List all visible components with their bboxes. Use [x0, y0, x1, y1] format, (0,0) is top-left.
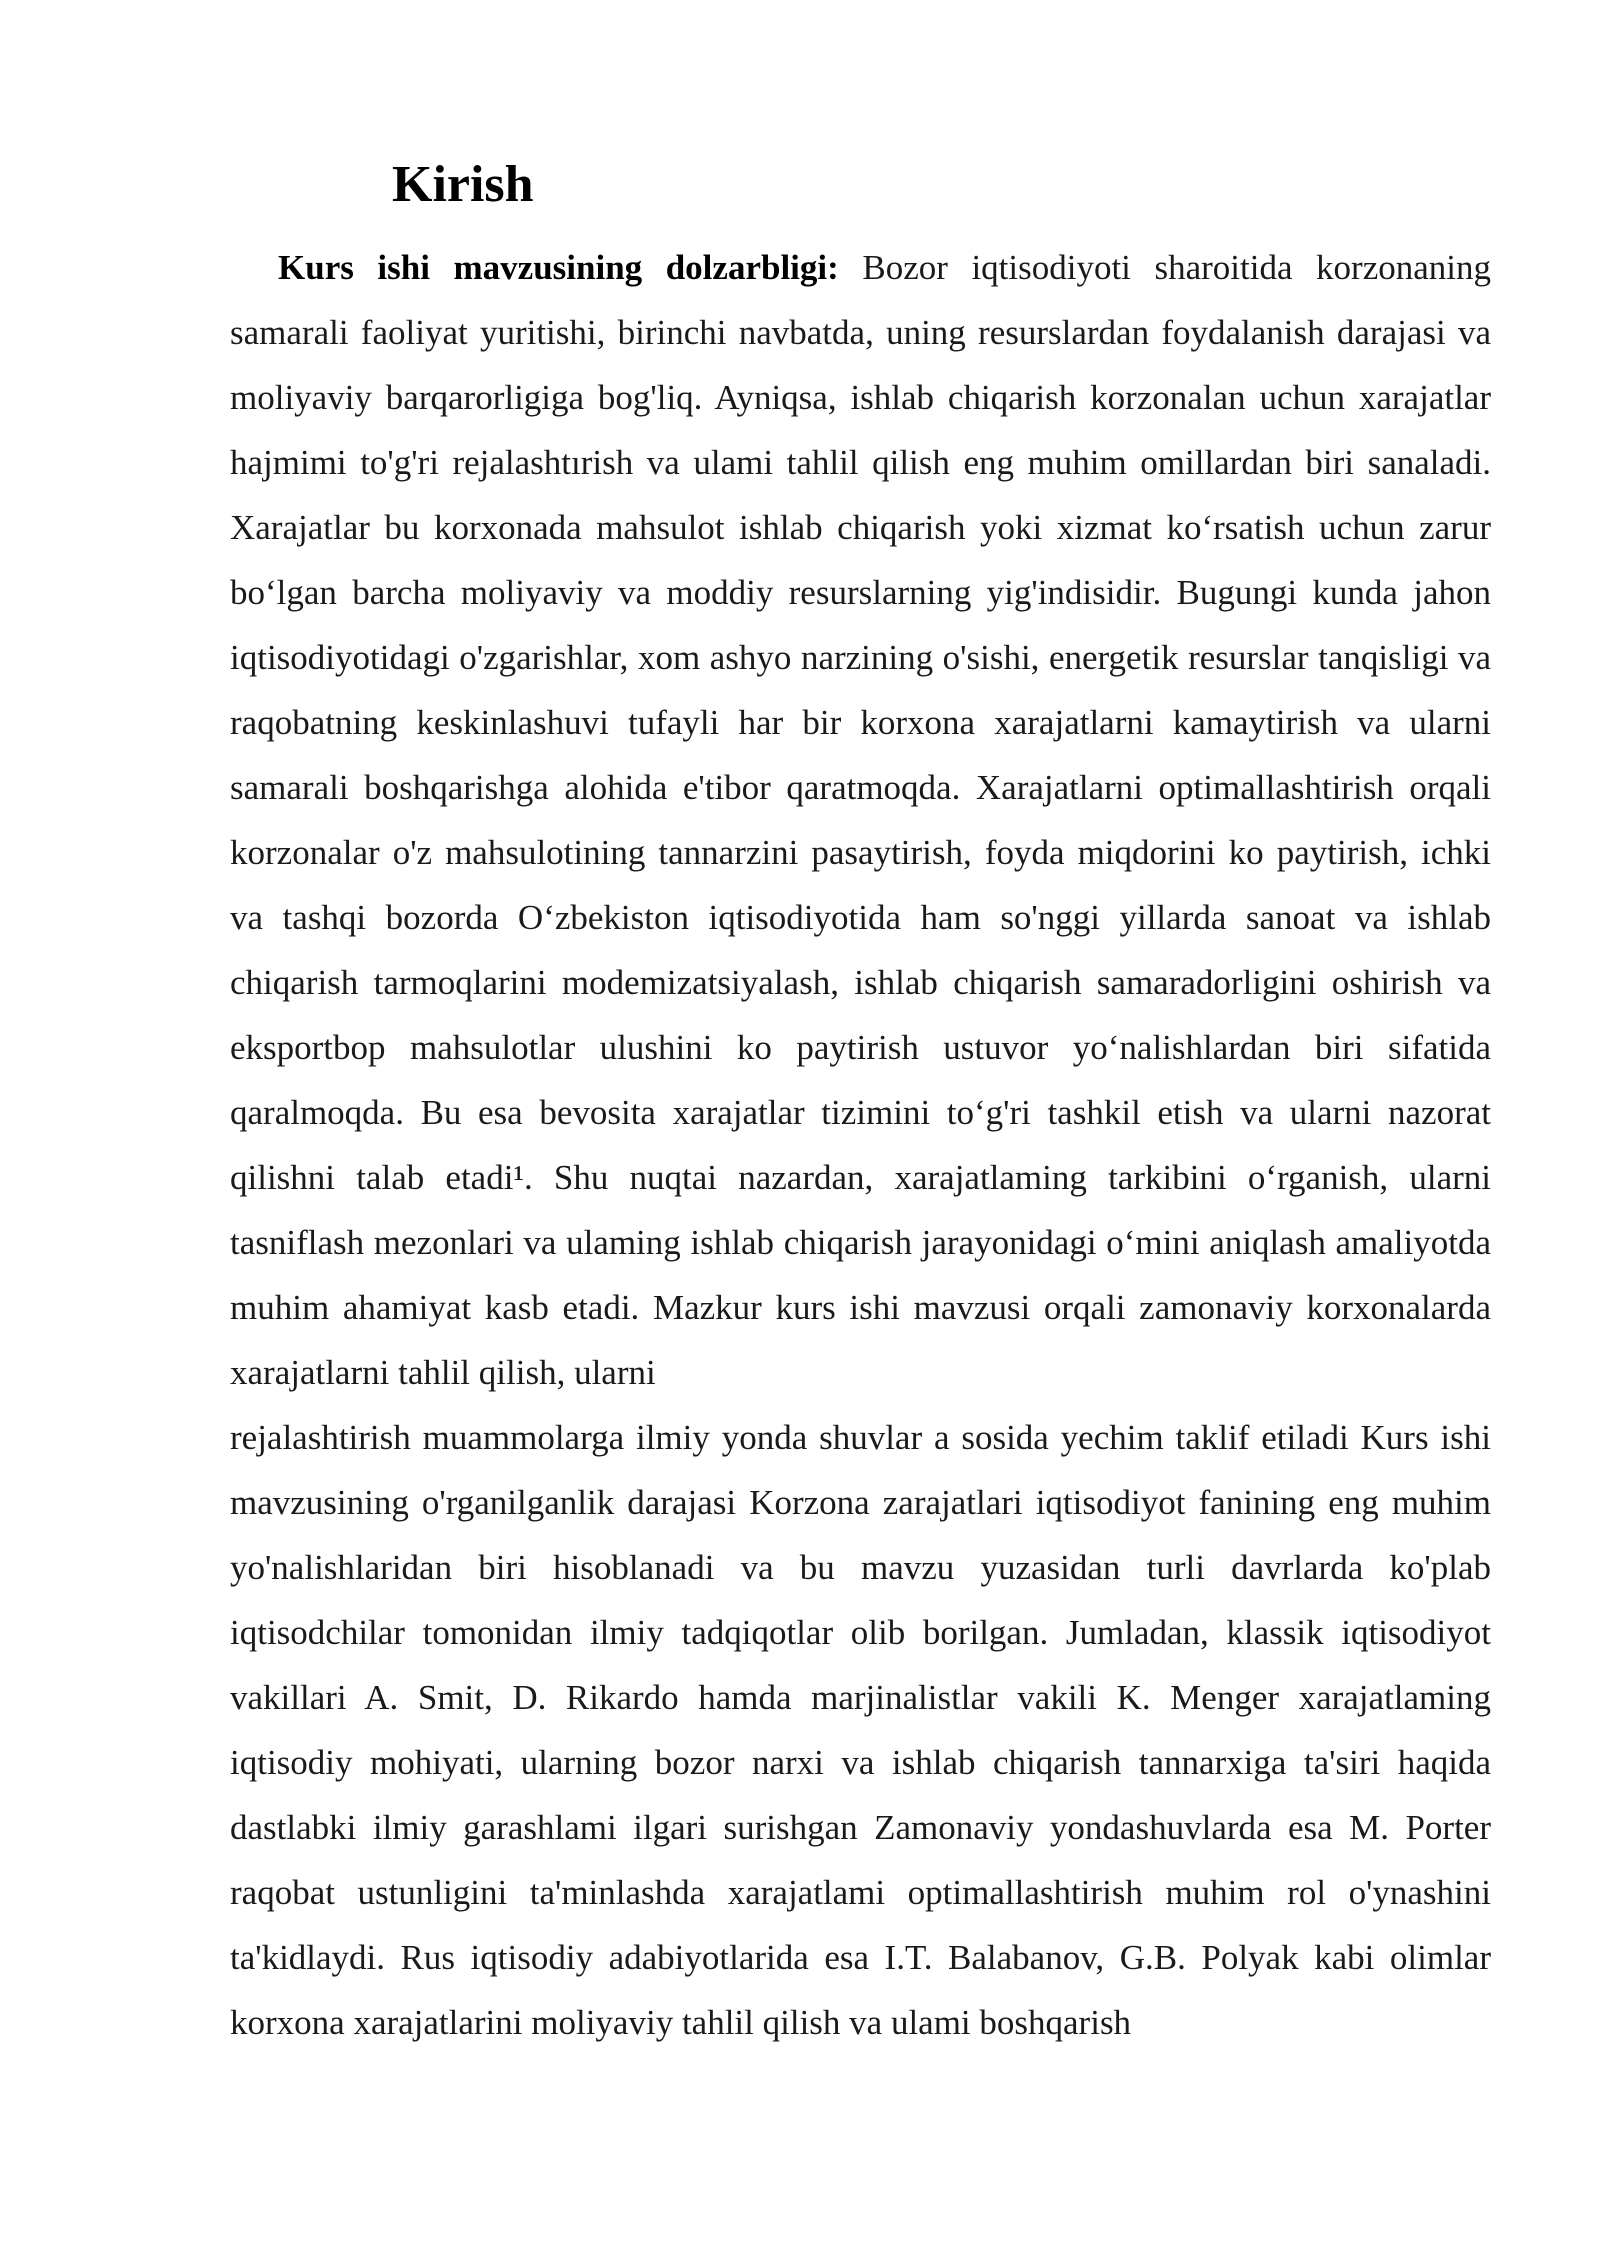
paragraph-text: Bozor iqtisodiyoti sharoitida korzonaning samarali faoliyat yuritishi, birinchi navbatda, uning resurslardan foydalanish darajasi va moliyaviy barqarorligiga bog'liq. Ayniqsa, ishlab chiqarish korzonalan uchun xarajatlar hajmimi to'g'ri rejalashtırish va ulami tahlil qilish eng muhim omillardan biri sanaladi. Xarajatlar bu korxonada mahsulot ishlab chiqarish yoki xizmat ko‘rsatish uchun zarur bo‘lgan barcha moliyaviy va moddiy resurslarning yig'indisidir. Bugungi kunda jahon iqtisodiyotidagi o'zgarishlar, xom ashyo narzining o'sishi, energetik resurslar tanqisligi va raqobatning keskinlashuvi tufayli har bir korxona xarajatlarni kamaytirish va ularni samarali boshqarishga alohida e'tibor qaratmoqda. Xarajatlarni optimallashtirish orqali korzonalar o'z mahsulotining tannarzini pasaytirish, foyda miqdorini ko paytirish, ichki va tashqi bozorda O‘zbekiston iqtisodiyotida ham so'nggi yillarda sanoat va ishlab chiqarish tarmoqlarini modemizatsiyalash, ishlab chiqarish samaradorligini oshirish va eksportbop mahsulotlar ulushini ko paytirish ustuvor yo‘nalishlardan biri sifatida qaralmoqda. Bu esa bevosita xarajatlar tizimini to‘g'ri tashkil etish va ularni nazorat qilishni talab etadi¹. Shu nuqtai nazardan, xarajatlaming tarkibini o‘rganish, ularni tasniflash mezonlari va ulaming ishlab chiqarish jarayonidagi o‘mini aniqlash amaliyotda muhim ahamiyat kasb etadi. Mazkur kurs ishi mavzusi orqali zamonaviy korxonalarda xarajatlarni tahlil qilish, ularni [230, 248, 1491, 1392]
document-body [230, 235, 1491, 2055]
page-title: Kirish [392, 156, 534, 213]
paragraph-relevance [230, 235, 1491, 1405]
paragraph-lead: Kurs ishi mavzusining dolzarbligi: [278, 248, 839, 287]
paragraph-study-level: rejalashtirish muammolarga ilmiy yonda shuvlar a sosida yechim taklif etiladi Kurs ishi mavzusining o'rganilganlik darajasi Korzona zarajatlari iqtisodiyot fanining eng muhim yo'nalishlaridan biri hisoblanadi va bu mavzu yuzasidan turli davrlarda ko'plab iqtisodchilar tomonidan ilmiy tadqiqotlar olib borilgan. Jumladan, klassik iqtisodiyot vakillari A. Smit, D. Rikardo hamda marjinalistlar vakili K. Menger xarajatlaming iqtisodiy mohiyati, ularning bozor narxi va ishlab chiqarish tannarxiga ta'siri haqida dastlabki ilmiy garashlami ilgari surishgan Zamonaviy yondashuvlarda esa M. Porter raqobat ustunligini ta'minlashda xarajatlami optimallashtirish muhim rol o'ynashini ta'kidlaydi. Rus iqtisodiy adabiyotlarida esa I.T. Balabanov, G.B. Polyak kabi olimlar korxona xarajatlarini moliyaviy tahlil qilish va ulami boshqarish [230, 1418, 1491, 2042]
